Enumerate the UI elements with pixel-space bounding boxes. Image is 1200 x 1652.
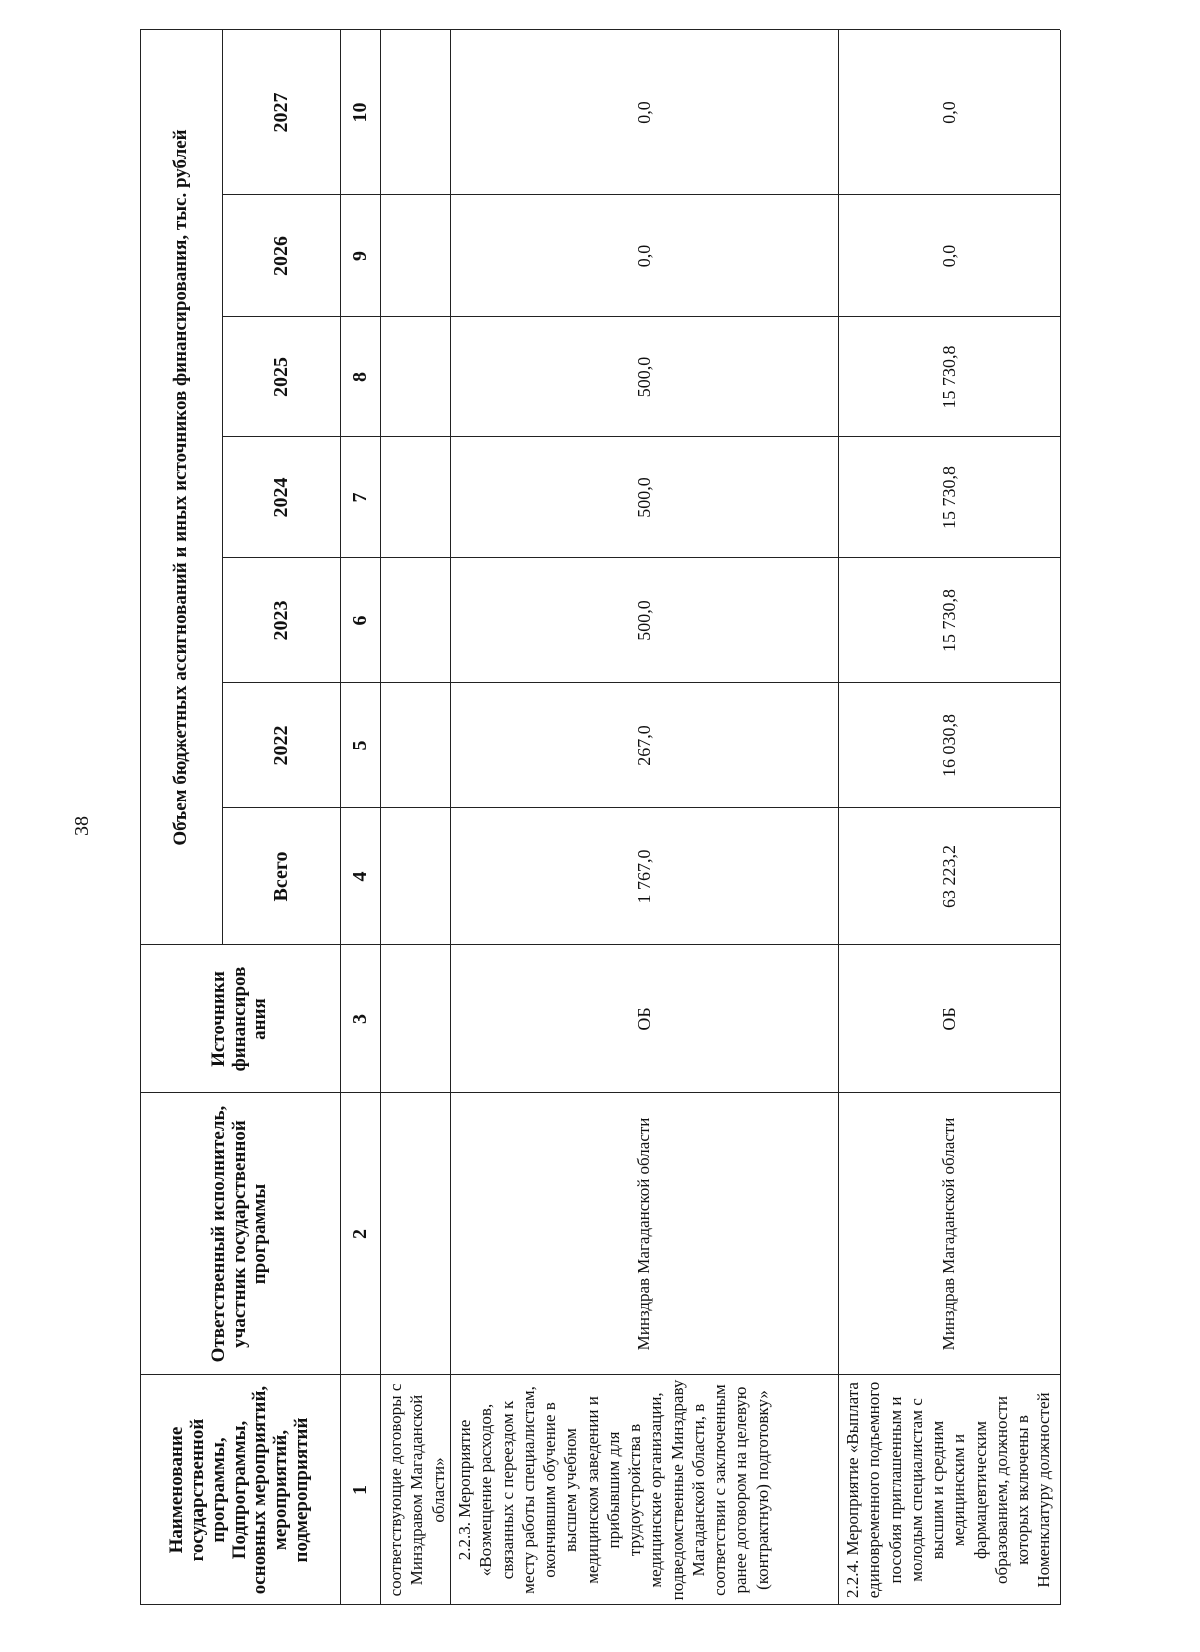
column-number-3 [340,945,380,1093]
funding-table [140,30,1060,1605]
header-year-0 [222,808,340,945]
header-funding-group-text: Объем бюджетных ассигнований и иных источников финансирования, тыс. рублей [169,129,191,846]
column-number-8 [340,317,380,437]
row-0-source [380,945,450,1093]
row-1-value-5-text: 0,0 [633,244,654,268]
row-1-source [450,945,838,1093]
row-0-executor [380,1093,450,1375]
row-2-name-text: 2.2.4. Мероприятие «Выплата единовременного подъемного пособия приглашенным и молодым специалистам с высшим и средним медицинским и фармацевтическим образованием, должности которых включены в Номенклатуру должностей [843,1381,1054,1599]
header-name [140,1375,340,1605]
column-number-7 [340,437,380,558]
column-number-2 [340,1093,380,1375]
row-1-name-text: 2.2.3. Мероприятие «Возмещение расходов, связанных с переездом к месту работы специалистам, окончившим обучение в высшем учебном медицинском заведении и прибывшим для трудоустройства в медицинские организации, подведомственные Минздраву Магаданской области, в соответствии с заключенным ранее договором на целевую (контрактную) подготовку» [455,1379,772,1601]
row-0-value-5 [380,195,450,317]
header-year-5-text: 2026 [269,236,292,276]
row-1-value-4 [450,317,838,437]
row-2-value-3-text: 15 730,8 [938,466,959,529]
row-1-source-text: ОБ [633,1007,654,1031]
column-number-9 [340,195,380,317]
row-2-value-4-text: 15 730,8 [938,345,959,409]
row-0-value-3 [380,437,450,558]
column-number-4 [340,808,380,945]
row-2-value-1-text: 16 030,8 [938,714,959,777]
row-2-value-0-text: 63 223,2 [938,845,959,908]
column-number-3-text: 3 [348,1014,371,1024]
row-1-value-5 [450,195,838,317]
row-2-name [838,1375,1060,1605]
row-2-value-3 [838,437,1060,558]
column-number-7-text: 7 [348,492,371,503]
column-number-6 [340,558,380,683]
row-2-source [838,945,1060,1093]
row-0-value-6 [380,30,450,195]
row-1-value-1 [450,683,838,808]
row-1-executor-text: Минздрав Магаданской области [634,1117,654,1351]
column-number-5-text: 5 [348,740,371,751]
row-1-value-2-text: 500,0 [633,600,654,641]
header-funding-group [140,30,222,945]
header-year-1 [222,683,340,808]
header-year-3 [222,437,340,558]
column-number-2-text: 2 [348,1229,371,1239]
row-2-value-5-text: 0,0 [938,244,959,268]
column-number-10 [340,30,380,195]
row-0-value-1 [380,683,450,808]
row-0-name-text: соответствующие договоры с Минздравом Магаданской области» [386,1383,448,1597]
row-2-value-2-text: 15 730,8 [938,589,959,652]
row-1-name [450,1375,838,1605]
row-1-value-2 [450,558,838,683]
header-executor-text: Ответственный исполнитель, участник государственной программы [207,1105,271,1363]
row-0-value-0 [380,808,450,945]
header-name-text: Наименование государственной программы, Подпрограммы, основных мероприятий, мероприятий, подмероприятий [165,1385,313,1595]
column-number-10-text: 10 [348,102,371,123]
column-number-4-text: 4 [348,871,371,882]
row-1-value-4-text: 500,0 [633,356,654,398]
page-number: 38 [71,816,93,836]
row-1-value-6-text: 0,0 [633,101,654,124]
row-0-value-2 [380,558,450,683]
header-source [140,945,340,1093]
column-number-9-text: 9 [348,251,371,261]
column-number-8-text: 8 [348,372,371,382]
row-1-value-6 [450,30,838,195]
table-border-bottom [1060,30,1061,1605]
row-2-value-0 [838,808,1060,945]
row-1-value-3 [450,437,838,558]
header-year-3-text: 2024 [269,477,292,518]
header-year-1-text: 2022 [269,725,292,766]
column-number-5 [340,683,380,808]
column-number-6-text: 6 [348,615,371,626]
header-year-2 [222,558,340,683]
column-number-1-text: 1 [348,1485,371,1495]
row-0-name [380,1375,450,1605]
header-year-4 [222,317,340,437]
row-1-value-0 [450,808,838,945]
row-2-value-6-text: 0,0 [938,101,959,124]
column-number-1 [340,1375,380,1605]
row-0-value-4 [380,317,450,437]
row-1-value-3-text: 500,0 [633,477,654,518]
header-source-text: Источники финансиров ания [207,966,271,1072]
row-2-executor-text: Минздрав Магаданской области [939,1117,959,1351]
header-year-2-text: 2023 [269,600,292,641]
row-2-value-6 [838,30,1060,195]
row-2-value-2 [838,558,1060,683]
row-2-value-1 [838,683,1060,808]
row-1-executor [450,1093,838,1375]
header-year-4-text: 2025 [269,357,292,397]
row-2-executor [838,1093,1060,1375]
header-year-6 [222,30,340,195]
row-2-value-4 [838,317,1060,437]
row-2-value-5 [838,195,1060,317]
header-year-5 [222,195,340,317]
row-1-value-0-text: 1 767,0 [633,849,654,904]
row-2-source-text: ОБ [938,1007,959,1031]
header-year-6-text: 2027 [269,92,292,133]
header-executor [140,1093,340,1375]
row-1-value-1-text: 267,0 [633,725,654,766]
header-year-0-text: Всего [269,851,292,902]
